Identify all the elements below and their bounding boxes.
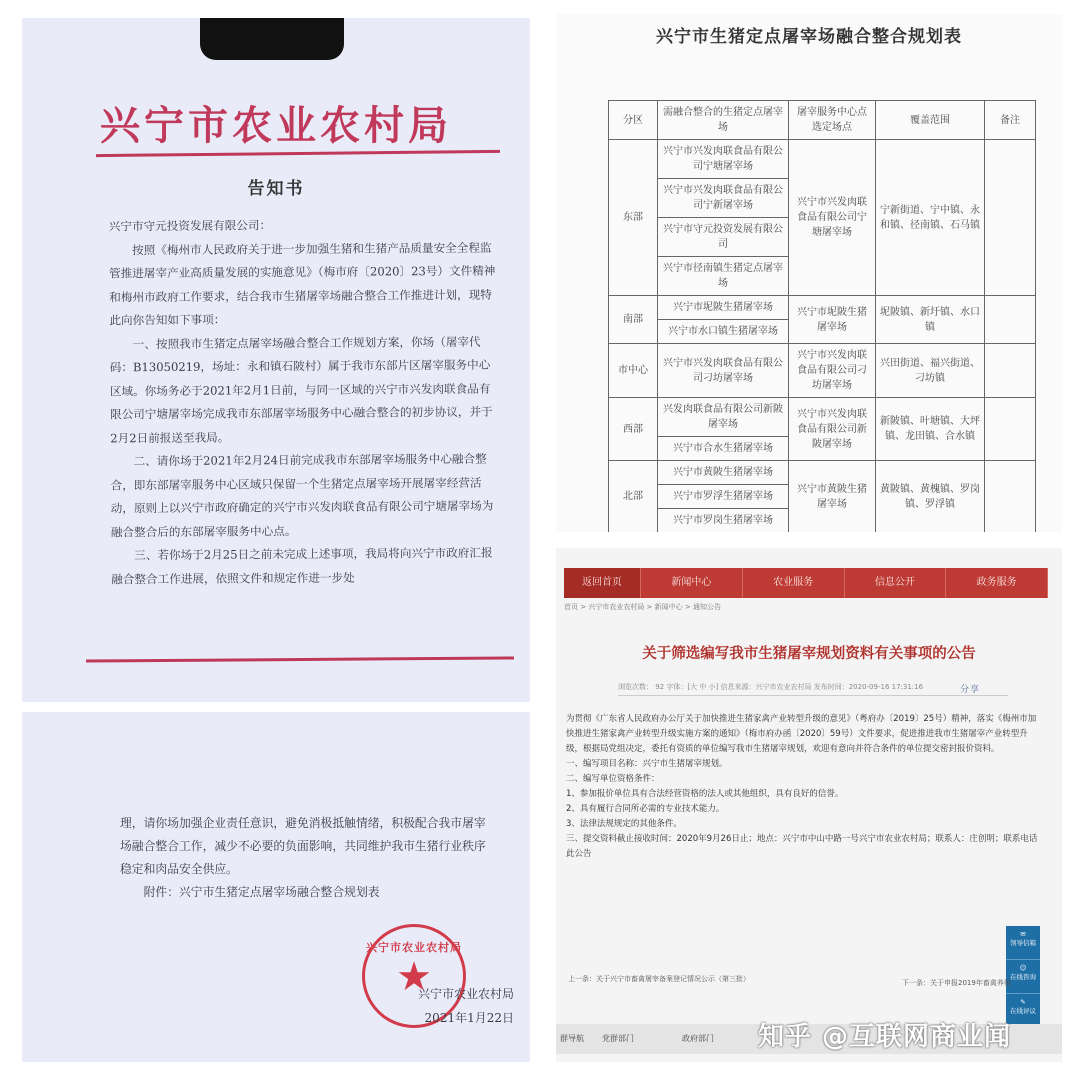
bottom-nav-gov[interactable]: 政府部门 xyxy=(682,1034,714,1043)
agency-header: 兴宁市农业农村局 xyxy=(100,102,452,149)
header-cell: 分区 xyxy=(609,101,658,140)
center-cell: 兴宁市兴发肉联食品有限公司刁坊屠宰场 xyxy=(789,344,876,398)
announcement-paragraph: 3、法律法规规定的其他条件。 xyxy=(566,819,682,829)
header-cell: 屠宰服务中心点选定场点 xyxy=(789,101,876,140)
announcement-title: 关于筛选编写我市生猪屠宰规划资料有关事项的公告 xyxy=(642,646,976,662)
plant-cell: 兴宁市兴发肉联食品有限公司宁新屠宰场 xyxy=(658,179,789,218)
remark-cell xyxy=(985,398,1036,461)
notice-body-continued xyxy=(120,812,486,904)
remark-cell xyxy=(985,296,1036,344)
table-header-row xyxy=(609,101,1036,140)
center-cell: 兴宁市坭陂生猪屠宰场 xyxy=(789,296,876,344)
sidebar-consult-button[interactable] xyxy=(1006,960,1040,994)
district-cell: 东部 xyxy=(609,140,658,296)
announcement-paragraph: 1、参加报价单位具有合法经营资格的法人或其他组织，具有良好的信誉。 xyxy=(566,789,844,799)
sign-org: 兴宁市农业农村局 xyxy=(417,987,514,1001)
chat-icon: ☺ xyxy=(1019,964,1027,972)
notice-paragraph: 按照《梅州市人民政府关于进一步加强生猪和生猪产品质量安全全程监管推进屠宰产业高质量发展的实施意见》（梅市府〔2020〕23号）文件精神和梅州市政府工作要求，结合我市生猪屠宰场融合整合工作推进计划，现特此向你告知如下事项： xyxy=(109,240,496,328)
announcement-paragraph: 二、编写单位资格条件： xyxy=(566,774,660,784)
district-cell: 北部 xyxy=(609,461,658,533)
announcement-paragraph: 2、具有履行合同所必需的专业技术能力。 xyxy=(566,804,725,814)
plan-table-title: 兴宁市生猪定点屠宰场融合整合规划表 xyxy=(656,27,962,47)
recipient-line: 兴宁市守元投资发展有限公司： xyxy=(108,218,272,234)
plant-cell: 兴宁市黄陂生猪屠宰场 xyxy=(658,461,789,485)
notice-page-2 xyxy=(22,712,530,1062)
announcement-body xyxy=(566,712,1044,862)
plant-cell: 兴宁市坭陂生猪屠宰场 xyxy=(658,296,789,320)
plan-table-page xyxy=(556,14,1062,532)
district-cell: 西部 xyxy=(609,398,658,461)
watermark: 知乎 @互联网商业闻 xyxy=(758,1022,1012,1052)
remark-cell xyxy=(985,344,1036,398)
mail-icon: ✉ xyxy=(1020,930,1026,938)
coverage-cell: 宁新街道、宁中镇、永和镇、径南镇、石马镇 xyxy=(876,140,985,296)
seal-text: 兴宁市农业农村局 xyxy=(366,941,462,954)
coverage-cell: 坭陂镇、新圩镇、水口镇 xyxy=(876,296,985,344)
nav-gov-service[interactable]: 政务服务 xyxy=(946,568,1048,598)
plant-cell: 兴宁市径南镇生猪定点屠宰场 xyxy=(658,257,789,296)
web-announcement xyxy=(556,548,1062,1062)
bottom-nav-label: 群导航 xyxy=(560,1034,584,1043)
breadcrumb[interactable]: 首页 > 兴宁市农业农村局 > 新闻中心 > 通知公告 xyxy=(564,603,721,611)
floating-sidebar xyxy=(1006,926,1040,1028)
sidebar-mailbox-button[interactable] xyxy=(1006,926,1040,960)
plant-cell: 兴宁市水口镇生猪屠宰场 xyxy=(658,320,789,344)
prev-article-link[interactable]: 上一条：关于兴宁市畜禽屠宰备案登记情况公示（第三批） xyxy=(568,975,750,983)
notice-paragraph: 一、按照我市生猪定点屠宰场融合整合工作规划方案，你场（屠宰代码：B13050219，场址：永和镇石陂村）属于我市东部片区屠宰服务中心区域。你场务必于2021年2月1日前，与同一区域的兴宁市兴发肉联食品有限公司宁塘屠宰场完成我市东部屠宰场服务中心融合整合的初步协议，并于2月2日前报送至我局。 xyxy=(109,334,493,445)
site-nav xyxy=(564,568,1048,598)
announcement-paragraph: 一、编写项目名称：兴宁市生猪屠宰规划。 xyxy=(566,759,728,769)
district-cell: 市中心 xyxy=(609,344,658,398)
footer-rule xyxy=(86,657,514,663)
center-cell: 兴宁市兴发肉联食品有限公司宁塘屠宰场 xyxy=(789,140,876,296)
table-row xyxy=(609,398,1036,437)
share-tools[interactable]: 分享 xyxy=(960,685,981,695)
sidebar-review-button[interactable] xyxy=(1006,994,1040,1028)
next-article-link[interactable]: 下一条：关于申报2019年畜禽养殖 xyxy=(902,979,1011,987)
notice-page-1 xyxy=(22,18,530,702)
announcement-paragraph: 为贯彻《广东省人民政府办公厅关于加快推进生猪家禽产业转型升级的意见》（粤府办〔2019〕25号）精神，落实《梅州市加快推进生猪家禽产业转型升级实施方案的通知》（梅市府办函〔2020〕59号）文件要求，促进推进我市生猪屠宰产业转型升级，根据局党组决定，委托有资质的单位编写我市生猪屠宰规划，欢迎有意向并符合条件的单位提交密封报价资料。 xyxy=(566,714,1037,754)
signature-block xyxy=(384,982,514,1030)
nav-home[interactable]: 返回首页 xyxy=(564,568,641,598)
coverage-cell: 黄陂镇、黄槐镇、罗岗镇、罗浮镇 xyxy=(876,461,985,533)
remark-cell xyxy=(985,461,1036,533)
seal-star-icon: ★ xyxy=(396,954,432,1000)
article-meta: 浏览次数： 92 字体：[大 中 小] 信息来源：兴宁市农业农村局 发布时间：2020-09-16 17:31:16 xyxy=(618,682,1008,696)
notice-paragraph: 理，请你场加强企业责任意识，避免消极抵触情绪，积极配合我市屠宰场融合整合工作，减少不必要的负面影响，共同维护我市生猪行业秩序稳定和肉品安全供应。 xyxy=(120,816,486,876)
center-cell: 兴宁市兴发肉联食品有限公司新陂屠宰场 xyxy=(789,398,876,461)
remark-cell xyxy=(985,140,1036,296)
attachment-line: 附件：兴宁市生猪定点屠宰场融合整合规划表 xyxy=(143,885,380,899)
sign-date: 2021年1月22日 xyxy=(424,1011,514,1025)
table-row xyxy=(609,344,1036,398)
plan-table xyxy=(608,100,1036,532)
notice-body xyxy=(109,213,500,592)
comment-icon: ✎ xyxy=(1020,998,1026,1006)
plant-cell: 兴发肉联食品有限公司新陂屠宰场 xyxy=(658,398,789,437)
plant-cell: 兴宁市兴发肉联食品有限公司刁坊屠宰场 xyxy=(658,344,789,398)
document-title: 告知书 xyxy=(247,179,305,199)
sidebar-label: 在线评议 xyxy=(1010,1007,1036,1015)
district-cell: 南部 xyxy=(609,296,658,344)
table-row xyxy=(609,461,1036,485)
table-row xyxy=(609,140,1036,179)
sidebar-label: 领导信箱 xyxy=(1010,939,1036,947)
header-cell: 覆盖范围 xyxy=(876,101,985,140)
coverage-cell: 兴田街道、福兴街道、刁坊镇 xyxy=(876,344,985,398)
plant-cell: 兴宁市罗岗生猪屠宰场 xyxy=(658,509,789,533)
plant-cell: 兴宁市兴发肉联食品有限公司宁塘屠宰场 xyxy=(658,140,789,179)
nav-agri-service[interactable]: 农业服务 xyxy=(743,568,845,598)
announcement-paragraph: 三、提交资料截止接收时间：2020年9月26日止；地点：兴宁市中山中路一号兴宁市农业农村局；联系人：庄创明；联系电话此公告 xyxy=(566,834,1038,859)
plant-cell: 兴宁市守元投资发展有限公司 xyxy=(658,218,789,257)
nav-news[interactable]: 新闻中心 xyxy=(641,568,743,598)
center-cell: 兴宁市黄陂生猪屠宰场 xyxy=(789,461,876,533)
table-row xyxy=(609,296,1036,320)
header-cell: 备注 xyxy=(985,101,1036,140)
plant-cell: 兴宁市罗浮生猪屠宰场 xyxy=(658,485,789,509)
header-cell: 需融合整合的生猪定点屠宰场 xyxy=(658,101,789,140)
notice-paragraph: 三、若你场于2月25日之前未完成上述事项，我局将向兴宁市政府汇报融合整合工作进展，依照文件和规定作进一步处 xyxy=(111,545,493,586)
plant-cell: 兴宁市合水生猪屠宰场 xyxy=(658,437,789,461)
notice-paragraph: 二、请你场于2021年2月24日前完成我市东部屠宰场服务中心融合整合，即东部屠宰服务中心区域只保留一个生猪定点屠宰场开展屠宰经营活动，原则上以兴宁市政府确定的兴宁市兴发肉联食品有限公司宁塘屠宰场为融合整合后的东部屠宰服务中心点。 xyxy=(110,451,494,539)
coverage-cell: 新陂镇、叶塘镇、大坪镇、龙田镇、合水镇 xyxy=(876,398,985,461)
bottom-nav-party[interactable]: 党群部门 xyxy=(602,1034,634,1043)
nav-info-public[interactable]: 信息公开 xyxy=(845,568,947,598)
camera-notch xyxy=(200,18,344,60)
sidebar-label: 在线咨询 xyxy=(1010,973,1036,981)
